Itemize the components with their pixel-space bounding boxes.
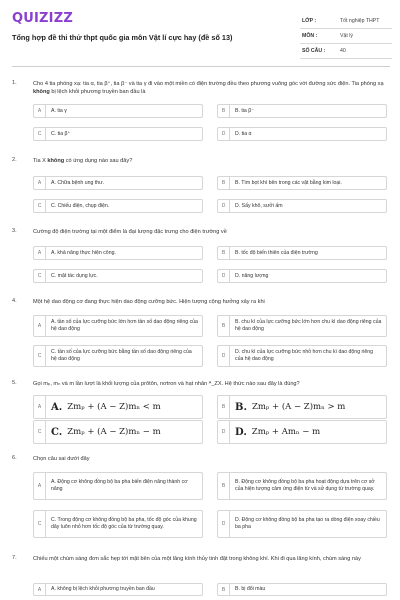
option-letter: C xyxy=(34,270,46,282)
option-letter: B xyxy=(218,177,230,189)
meta-subject-key: MÔN : xyxy=(302,33,318,39)
option-text: C. Trong động cơ không đồng bộ ba pha, tốc độ góc của khung dây luôn nhỏ hơn tốc độ góc của từ trường quay. xyxy=(51,517,197,530)
option-b[interactable] xyxy=(217,395,387,419)
option-formula: B. Zmₚ + (A − Z)mₙ > m xyxy=(235,401,346,413)
option-text: C. tần số của lực cưỡng bức bằng tần số dao động riêng của hệ dao động xyxy=(51,349,192,362)
option-b[interactable] xyxy=(217,104,387,118)
meta-count-key: SỐ CÂU : xyxy=(302,48,326,54)
option-a[interactable] xyxy=(33,315,203,337)
question-text: Một hệ dao động cơ đang thực hiện dao động cưỡng bức. Hiện tượng cộng hưởng xảy ra khi xyxy=(33,299,265,305)
option-text: D. năng lượng xyxy=(235,272,269,279)
option-letter: D xyxy=(218,270,230,282)
option-letter: C xyxy=(34,511,46,537)
option-letter: B xyxy=(218,316,230,336)
option-letter: D xyxy=(218,421,230,443)
option-d[interactable] xyxy=(217,345,387,367)
option-text: A. Động cơ không đồng bộ ba pha biến điện năng thành cơ năng xyxy=(51,479,188,492)
question-text: Tia X không có ứng dụng nào sau đây? xyxy=(33,158,133,164)
worksheet-title: Tổng hợp đề thi thử thpt quốc gia môn Vật lí cực hay (đề số 13) xyxy=(12,33,233,42)
option-letter: B xyxy=(218,105,230,117)
worksheet-header xyxy=(0,0,400,62)
question-number: 3. xyxy=(12,228,17,234)
option-d[interactable] xyxy=(217,269,387,283)
option-text: D. Sấy khô, sưởi ấm xyxy=(235,202,283,209)
option-letter: C xyxy=(34,421,46,443)
option-letter: D xyxy=(218,128,230,140)
option-letter: A xyxy=(34,247,46,259)
option-text: B. Tìm bọt khí bên trong các vật bằng kim loại. xyxy=(235,179,342,186)
option-text: D. Động cơ không đồng bộ ba pha tạo ra dòng điện xoay chiều ba pha xyxy=(235,517,380,530)
header-divider xyxy=(12,66,390,67)
question-number: 7. xyxy=(12,555,17,561)
question-number: 6. xyxy=(12,455,17,461)
option-formula: D. Zmₚ + Amₙ − m xyxy=(235,426,321,438)
option-letter: B xyxy=(218,396,230,418)
option-letter: D xyxy=(218,511,230,537)
meta-panel xyxy=(300,14,392,59)
option-letter: A xyxy=(34,105,46,117)
option-text: A. khả năng thực hiện công. xyxy=(51,249,116,256)
meta-count-row xyxy=(300,44,392,59)
meta-subject-row xyxy=(300,29,392,44)
option-letter: A xyxy=(34,396,46,418)
quizizz-logo: QUIZIZZ xyxy=(12,11,73,26)
meta-class-row xyxy=(300,14,392,29)
option-a[interactable] xyxy=(33,176,203,190)
option-text: B. tia β⁻ xyxy=(235,107,254,114)
option-text: D. tia α xyxy=(235,130,252,137)
option-text: D. chu kì của lực cưỡng bức nhỏ hơn chu kì dao động riêng của hệ dao động xyxy=(235,349,374,362)
question-text: Cho 4 tia phóng xạ: tia α, tia β⁺, tia β⁻ và tia γ đi vào một miền có điện trường đều theo phương vuông góc với đường sức điện. Tia phóng xạ không bị lệch khỏi phương truyền ban đầu là xyxy=(33,81,384,96)
option-letter: B xyxy=(218,247,230,259)
option-c[interactable] xyxy=(33,345,203,367)
option-text: B. bị đổi màu xyxy=(235,586,266,592)
option-letter: D xyxy=(218,200,230,212)
option-text: A. Chữa bệnh ung thư. xyxy=(51,179,105,186)
option-text: A. tia γ xyxy=(51,107,67,114)
option-a[interactable] xyxy=(33,395,203,419)
option-c[interactable] xyxy=(33,269,203,283)
option-text: C. Chiếu điện, chụp điện. xyxy=(51,202,110,209)
option-text: A. tần số của lực cưỡng bức lớn hơn tần số dao động riêng của hệ dao động xyxy=(51,319,198,332)
option-a[interactable] xyxy=(33,246,203,260)
option-formula: A. Zmₚ + (A − Z)mₙ < m xyxy=(51,401,161,413)
option-text: C. tia β⁺ xyxy=(51,130,71,137)
option-letter: B xyxy=(218,584,230,595)
option-text: A. không bị lệch khỏi phương truyền ban đầu xyxy=(51,586,155,592)
option-letter: C xyxy=(34,128,46,140)
option-c[interactable] xyxy=(33,199,203,213)
meta-class-value: Tốt nghiệp THPT xyxy=(340,18,380,24)
option-b[interactable] xyxy=(217,472,387,500)
option-formula: C. Zmₚ + (A − Z)mₙ − m xyxy=(51,426,161,438)
option-b[interactable] xyxy=(217,315,387,337)
question-text: Chọn câu sai dưới đây xyxy=(33,456,90,462)
option-d[interactable] xyxy=(217,127,387,141)
option-letter: A xyxy=(34,473,46,499)
option-c[interactable] xyxy=(33,510,203,538)
option-letter: B xyxy=(218,473,230,499)
question-number: 2. xyxy=(12,157,17,163)
question-text: Gọi mₚ, mₙ và m lần lượt là khối lượng của prôtôn, nơtron và hạt nhân ᴬ_ZX. Hệ thức nào sau đây là đúng? xyxy=(33,381,300,387)
meta-count-value: 40 xyxy=(340,48,346,54)
option-d[interactable] xyxy=(217,199,387,213)
option-a[interactable] xyxy=(33,583,203,596)
option-c[interactable] xyxy=(33,420,203,444)
question-number: 5. xyxy=(12,380,17,386)
question-number: 4. xyxy=(12,298,17,304)
meta-class-key: LỚP : xyxy=(302,18,317,24)
option-a[interactable] xyxy=(33,104,203,118)
option-text: B. chu kì của lực cưỡng bức lớn hơn chu kì dao động riêng của hệ dao động xyxy=(235,319,382,332)
option-letter: A xyxy=(34,177,46,189)
option-letter: D xyxy=(218,346,230,366)
question-text: Chiếu một chùm sáng đơn sắc hẹp tới mặt bên của một lăng kính thủy tinh đặt trong không khí. Khi đi qua lăng kính, chùm sáng này xyxy=(33,556,361,562)
option-letter: A xyxy=(34,316,46,336)
option-b[interactable] xyxy=(217,583,387,596)
meta-subject-value: Vật lý xyxy=(340,33,353,39)
option-c[interactable] xyxy=(33,127,203,141)
option-letter: A xyxy=(34,584,46,595)
option-d[interactable] xyxy=(217,420,387,444)
question-number: 1. xyxy=(12,80,17,86)
option-a[interactable] xyxy=(33,472,203,500)
option-letter: C xyxy=(34,346,46,366)
option-d[interactable] xyxy=(217,510,387,538)
option-text: B. tốc độ biến thiên của điện trường xyxy=(235,249,318,256)
option-text: C. mặt tác dụng lực. xyxy=(51,272,98,279)
question-text: Cường độ điện trường tại một điểm là đại lượng đặc trưng cho điện trường về xyxy=(33,229,227,235)
option-letter: C xyxy=(34,200,46,212)
option-b[interactable] xyxy=(217,176,387,190)
option-b[interactable] xyxy=(217,246,387,260)
option-text: B. Động cơ không đồng bộ ba pha hoạt động dựa trên cơ sở của hiện tượng cảm ứng điện từ và sử dụng từ trường quay. xyxy=(235,479,375,492)
